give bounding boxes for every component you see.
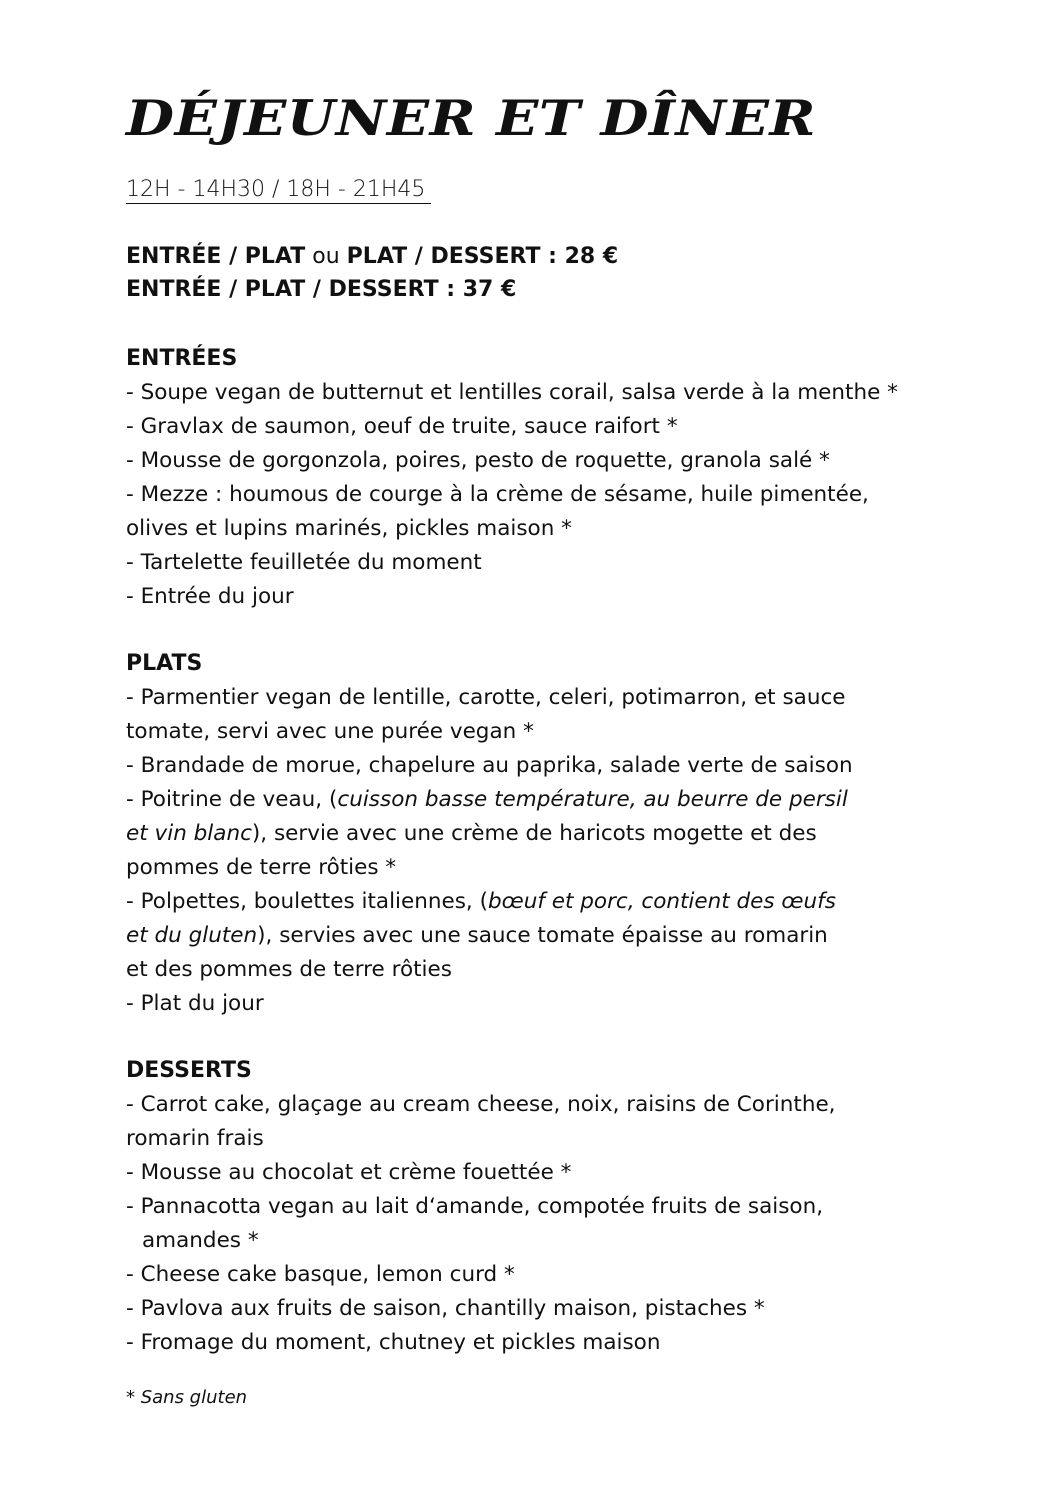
price-block bbox=[126, 240, 986, 306]
section-desserts bbox=[126, 1054, 986, 1360]
item-note: cuisson basse température, au beurre de persil bbox=[337, 787, 848, 812]
menu-item-line: - Plat du jour bbox=[126, 991, 264, 1016]
item-note: et vin blanc bbox=[126, 821, 252, 846]
price-option-a: ENTRÉE / PLAT bbox=[126, 244, 306, 269]
item-note: et du gluten bbox=[126, 923, 258, 948]
opening-hours: 12H - 14H30 / 18H - 21H45 bbox=[126, 178, 431, 204]
menu-item-line bbox=[126, 885, 986, 919]
section-title-plats: PLATS bbox=[126, 651, 203, 676]
menu-item-line: - Mousse au chocolat et crème fouettée * bbox=[126, 1160, 572, 1185]
menu-item-line: amandes * bbox=[142, 1228, 259, 1253]
menu-item-line bbox=[126, 817, 986, 851]
price-or: ou bbox=[312, 244, 340, 269]
menu-item-line: - Mousse de gorgonzola, poires, pesto de roquette, granola salé * bbox=[126, 448, 830, 473]
item-text: - Poitrine de veau, ( bbox=[126, 787, 338, 812]
menu-item-line: - Tartelette feuilletée du moment bbox=[126, 550, 482, 575]
menu-item-line: tomate, servi avec une purée vegan * bbox=[126, 719, 534, 744]
section-plats bbox=[126, 647, 986, 1021]
menu-item-line: - Brandade de morue, chapelure au paprika, salade verte de saison bbox=[126, 753, 853, 778]
price-line-37 bbox=[126, 273, 986, 306]
menu-item-line: - Fromage du moment, chutney et pickles maison bbox=[126, 1330, 661, 1355]
menu-item-line bbox=[126, 919, 986, 953]
menu-item-line: - Pavlova aux fruits de saison, chantilly maison, pistaches * bbox=[126, 1296, 765, 1321]
menu-item-line: - Soupe vegan de butternut et lentilles corail, salsa verde à la menthe * bbox=[126, 380, 898, 405]
menu-item-line: - Parmentier vegan de lentille, carotte, celeri, potimarron, et sauce bbox=[126, 685, 846, 710]
section-title-entrees: ENTRÉES bbox=[126, 346, 238, 371]
item-text: ), servie avec une crème de haricots mogette et des bbox=[251, 821, 817, 846]
menu-item-line: romarin frais bbox=[126, 1126, 264, 1151]
menu-item-line: pommes de terre rôties * bbox=[126, 855, 397, 880]
item-note: bœuf et porc, contient des œufs bbox=[488, 889, 836, 914]
price-option-b: PLAT / DESSERT : 28 € bbox=[346, 244, 619, 269]
section-entrees bbox=[126, 342, 986, 614]
item-text: - Polpettes, boulettes italiennes, ( bbox=[126, 889, 488, 914]
footnote-gluten-free: * Sans gluten bbox=[126, 1387, 248, 1408]
section-title-desserts: DESSERTS bbox=[126, 1058, 252, 1083]
menu-item-line: - Entrée du jour bbox=[126, 584, 294, 609]
menu-item-line: - Mezze : houmous de courge à la crème de sésame, huile pimentée, bbox=[126, 482, 869, 507]
price-option-full: ENTRÉE / PLAT / DESSERT : 37 € bbox=[126, 277, 517, 302]
page-title: DÉJEUNER ET DÎNER bbox=[126, 89, 817, 147]
price-line-28 bbox=[126, 240, 986, 273]
item-text: ), servies avec une sauce tomate épaisse au romarin bbox=[257, 923, 828, 948]
menu-item-line: et des pommes de terre rôties bbox=[126, 957, 452, 982]
menu-item-line: - Carrot cake, glaçage au cream cheese, noix, raisins de Corinthe, bbox=[126, 1092, 836, 1117]
menu-item-line: - Gravlax de saumon, oeuf de truite, sauce raifort * bbox=[126, 414, 678, 439]
menu-item-line: olives et lupins marinés, pickles maison * bbox=[126, 516, 572, 541]
menu-item-line: - Pannacotta vegan au lait d‘amande, compotée fruits de saison, bbox=[126, 1194, 824, 1219]
menu-page bbox=[126, 88, 986, 1410]
menu-item-line: - Cheese cake basque, lemon curd * bbox=[126, 1262, 515, 1287]
menu-item-line bbox=[126, 783, 986, 817]
